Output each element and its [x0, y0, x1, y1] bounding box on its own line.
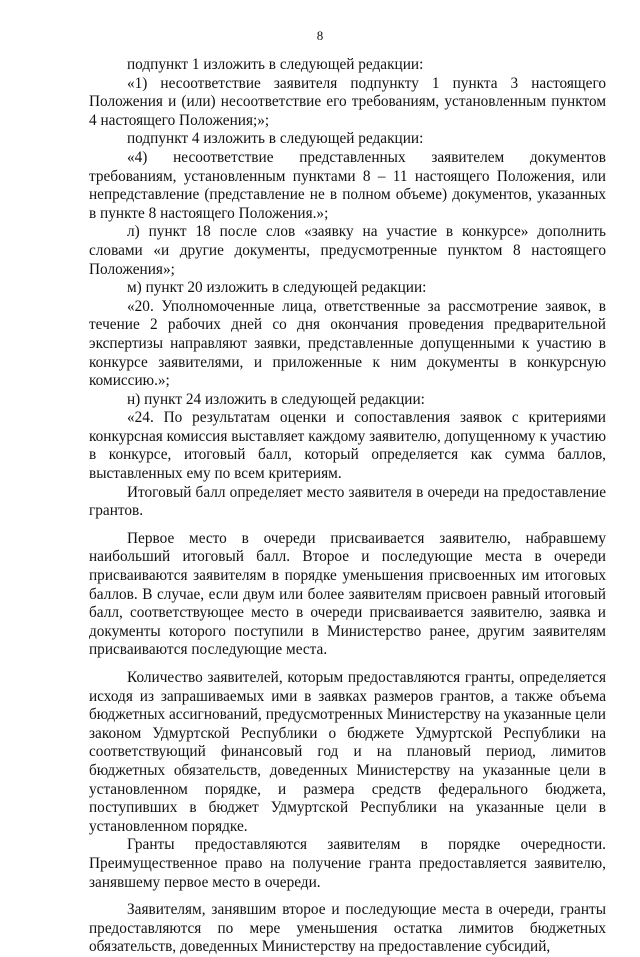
paragraph: «4) несоответствие представленных заявителем документов требованиям, установленным пунктами 8 – 11 настоящего Положения, или непредставление (представление не в полном объеме) документов, указанных в пункте 8 настоящего Положения.»; [89, 148, 606, 222]
paragraph: Итоговый балл определяет место заявителя в очереди на предоставление грантов. [89, 483, 606, 520]
paragraph: н) пункт 24 изложить в следующей редакции: [127, 390, 425, 408]
paragraph: подпункт 4 изложить в следующей редакции: [127, 130, 424, 148]
paragraph: Первое место в очереди присваивается заявителю, набравшему наибольший итоговый балл. Второе и последующие места в очереди присваиваются заявителям в порядке уменьшения присвоенных им итоговых баллов. В случае, если двум или более заявителям присвоен равный итоговый балл, соответствующее место в очереди присваивается заявителю, заявка и документы которого поступили в Министерство ранее, другим заявителям присваиваются последующие места. [89, 529, 606, 659]
paragraph: л) пункт 18 после слов «заявку на участие в конкурсе» дополнить словами «и другие документы, предусмотренные пунктом 8 настоящего Положения»; [89, 223, 606, 278]
paragraph: «24. По результатам оценки и сопоставления заявок с критериями конкурсная комиссия выставляет каждому заявителю, допущенному к участию в конкурсе, итоговый балл, который определяется как сумма баллов, выставленных ему по всем критериям. [89, 409, 606, 483]
paragraph: Гранты предоставляются заявителям в порядке очередности. Преимущественное право на получение гранта предоставляется заявителю, занявшему первое место в очереди. [89, 836, 606, 891]
document-body [89, 56, 606, 957]
paragraph: «20. Уполномоченные лица, ответственные за рассмотрение заявок, в течение 2 рабочих дней со дня окончания проведения предварительной экспертизы направляют заявки, представленные допущенными к участию в конкурсе заявителями, и приложенные к ним документы в конкурсную комиссию.»; [89, 297, 606, 390]
paragraph: Количество заявителей, которым предоставляются гранты, определяется исходя из запрашиваемых ими в заявках размеров грантов, а также объема бюджетных ассигнований, предусмотренных Министерству на указанные цели законом Удмуртской Республики о бюджете Удмуртской Республики на соответствующий финансовый год и на плановый период, лимитов бюджетных обязательств, доведенных Министерству на указанные цели в установленном порядке, и размера средств федерального бюджета, поступивших в бюджет Удмуртской Республики на указанные цели в установленном порядке. [89, 669, 606, 835]
paragraph: подпункт 1 изложить в следующей редакции: [127, 56, 424, 73]
paragraph: м) пункт 20 изложить в следующей редакции: [127, 279, 427, 297]
paragraph: «1) несоответствие заявителя подпункту 1 пункта 3 настоящего Положения и (или) несоответствие его требованиям, установленным пунктом 4 настоящего Положения;»; [89, 74, 606, 129]
paragraph: Заявителям, занявшим второе и последующие места в очереди, гранты предоставляются по мере уменьшения остатка лимитов бюджетных обязательств, доведенных Министерству на предоставление субсидий, [89, 901, 606, 956]
page-number: 8 [316, 28, 324, 43]
